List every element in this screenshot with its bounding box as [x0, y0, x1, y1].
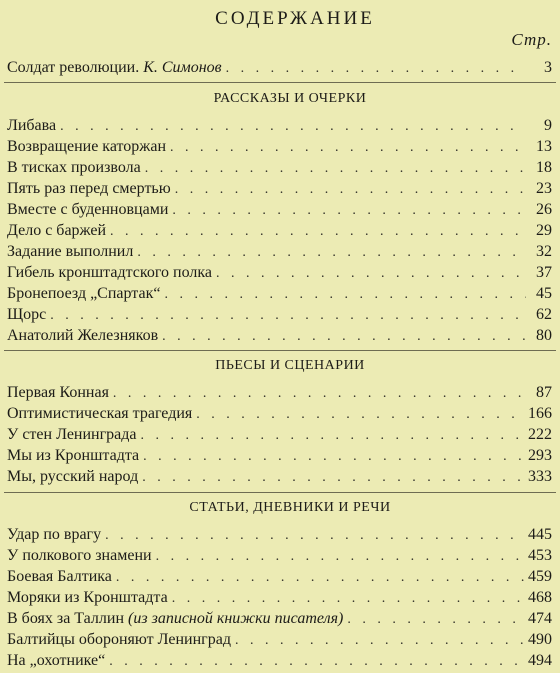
entry-title: Солдат революции. К. Симонов: [7, 59, 222, 76]
toc-entry[interactable]: [7, 136, 552, 158]
leader-dots: [235, 630, 524, 652]
toc-entry[interactable]: [7, 262, 552, 284]
entry-page: 80: [536, 327, 552, 344]
toc-entry[interactable]: [7, 157, 552, 179]
entry-title: Оптимистическая трагедия: [7, 405, 193, 422]
toc-entry[interactable]: [7, 178, 552, 200]
leader-dots: [226, 58, 526, 80]
leader-dots: [172, 588, 524, 610]
entry-page: 445: [528, 526, 552, 543]
entry-title: Анатолий Железняков: [7, 327, 159, 344]
leader-dots: [110, 221, 526, 243]
leader-dots: [109, 651, 524, 673]
leader-dots: [141, 425, 524, 447]
entry-page: 333: [528, 468, 552, 485]
toc-entry[interactable]: [7, 220, 552, 242]
entry-page: 45: [536, 285, 552, 302]
leader-dots: [162, 326, 526, 348]
entry-page: 474: [528, 610, 552, 627]
divider: [4, 492, 556, 493]
entry-page: 29: [536, 222, 552, 239]
entry-title: Бронепоезд „Спартак“: [7, 285, 161, 302]
entry-title: У полкового знамени: [7, 547, 152, 564]
toc-entry[interactable]: [7, 424, 552, 446]
leader-dots: [170, 137, 526, 159]
leader-dots: [113, 383, 526, 405]
entry-title: Щорс: [7, 306, 47, 323]
entry-title: Мы из Кронштадта: [7, 447, 140, 464]
section-heading: ПЬЕСЫ И СЦЕНАРИИ: [215, 358, 365, 373]
toc-entry[interactable]: [7, 199, 552, 221]
toc-entry[interactable]: [7, 325, 552, 347]
toc-entry[interactable]: [7, 629, 552, 651]
toc-entry[interactable]: [7, 650, 552, 672]
leader-dots: [175, 179, 526, 201]
entry-page: 293: [528, 447, 552, 464]
entry-page: 62: [536, 306, 552, 323]
entry-page: 3: [544, 59, 552, 76]
leader-dots: [172, 200, 526, 222]
entry-title: Боевая Балтика: [7, 568, 112, 585]
divider: [4, 82, 556, 83]
toc-entry[interactable]: [7, 566, 552, 588]
toc-entry[interactable]: [7, 608, 552, 630]
entry-page: 490: [528, 631, 552, 648]
entry-title: Балтийцы обороняют Ленинград: [7, 631, 231, 648]
entry-page: 18: [536, 159, 552, 176]
entry-title: Гибель кронштадтского полка: [7, 264, 212, 281]
leader-dots: [50, 305, 526, 327]
leader-dots: [164, 284, 526, 306]
divider: [4, 350, 556, 351]
entry-author: К. Симонов: [143, 59, 222, 76]
entry-title: Удар по врагу: [7, 526, 102, 543]
entry-page: 453: [528, 547, 552, 564]
leader-dots: [143, 446, 524, 468]
entry-title: Задание выполнил: [7, 243, 134, 260]
entry-note: (из записной книжки писателя): [128, 610, 344, 627]
toc-entry[interactable]: [7, 403, 552, 425]
toc-entry[interactable]: [7, 115, 552, 137]
page-title: СОДЕРЖАНИЕ: [215, 8, 375, 29]
toc-entry[interactable]: [7, 304, 552, 326]
entry-title: Дело с баржей: [7, 222, 107, 239]
leader-dots: [142, 467, 524, 489]
toc-entry[interactable]: [7, 241, 552, 263]
toc-entry[interactable]: [7, 382, 552, 404]
entry-page: 459: [528, 568, 552, 585]
entry-page: 26: [536, 201, 552, 218]
entry-page: 494: [528, 652, 552, 669]
toc-entry[interactable]: [7, 587, 552, 609]
entry-page: 87: [536, 384, 552, 401]
leader-dots: [137, 242, 526, 264]
entry-page: 166: [528, 405, 552, 422]
entry-page: 23: [536, 180, 552, 197]
leader-dots: [196, 404, 524, 426]
page-column-label: Стр.: [511, 30, 552, 49]
entry-title: У стен Ленинграда: [7, 426, 137, 443]
entry-title: Возвращение каторжан: [7, 138, 167, 155]
entry-title: Моряки из Кронштадта: [7, 589, 168, 606]
leader-dots: [216, 263, 526, 285]
entry-page: 13: [536, 138, 552, 155]
leader-dots: [60, 116, 526, 138]
toc-entry[interactable]: [7, 466, 552, 488]
entry-title: Мы, русский народ: [7, 468, 139, 485]
leader-dots: [347, 609, 524, 631]
toc-entry[interactable]: [7, 283, 552, 305]
entry-page: 32: [536, 243, 552, 260]
entry-title: Вместе с буденновцами: [7, 201, 169, 218]
entry-title: В тисках произвола: [7, 159, 141, 176]
entry-page: 37: [536, 264, 552, 281]
entry-title: На „охотнике“: [7, 652, 106, 669]
toc-entry-intro[interactable]: [7, 57, 552, 79]
toc-entry[interactable]: [7, 445, 552, 467]
entry-page: 222: [528, 426, 552, 443]
entry-title: В боях за Таллин (из записной книжки писателя): [7, 610, 344, 627]
leader-dots: [116, 567, 524, 589]
entry-title: Пять раз перед смертью: [7, 180, 171, 197]
toc-entry[interactable]: [7, 545, 552, 567]
entry-title: Первая Конная: [7, 384, 109, 401]
leader-dots: [105, 525, 524, 547]
entry-page: 9: [544, 117, 552, 134]
entry-page: 468: [528, 589, 552, 606]
leader-dots: [156, 546, 524, 568]
section-heading: СТАТЬИ, ДНЕВНИКИ И РЕЧИ: [189, 500, 391, 515]
leader-dots: [145, 158, 526, 180]
entry-title: Либава: [7, 117, 57, 134]
section-heading: РАССКАЗЫ И ОЧЕРКИ: [213, 91, 367, 106]
toc-entry[interactable]: [7, 524, 552, 546]
